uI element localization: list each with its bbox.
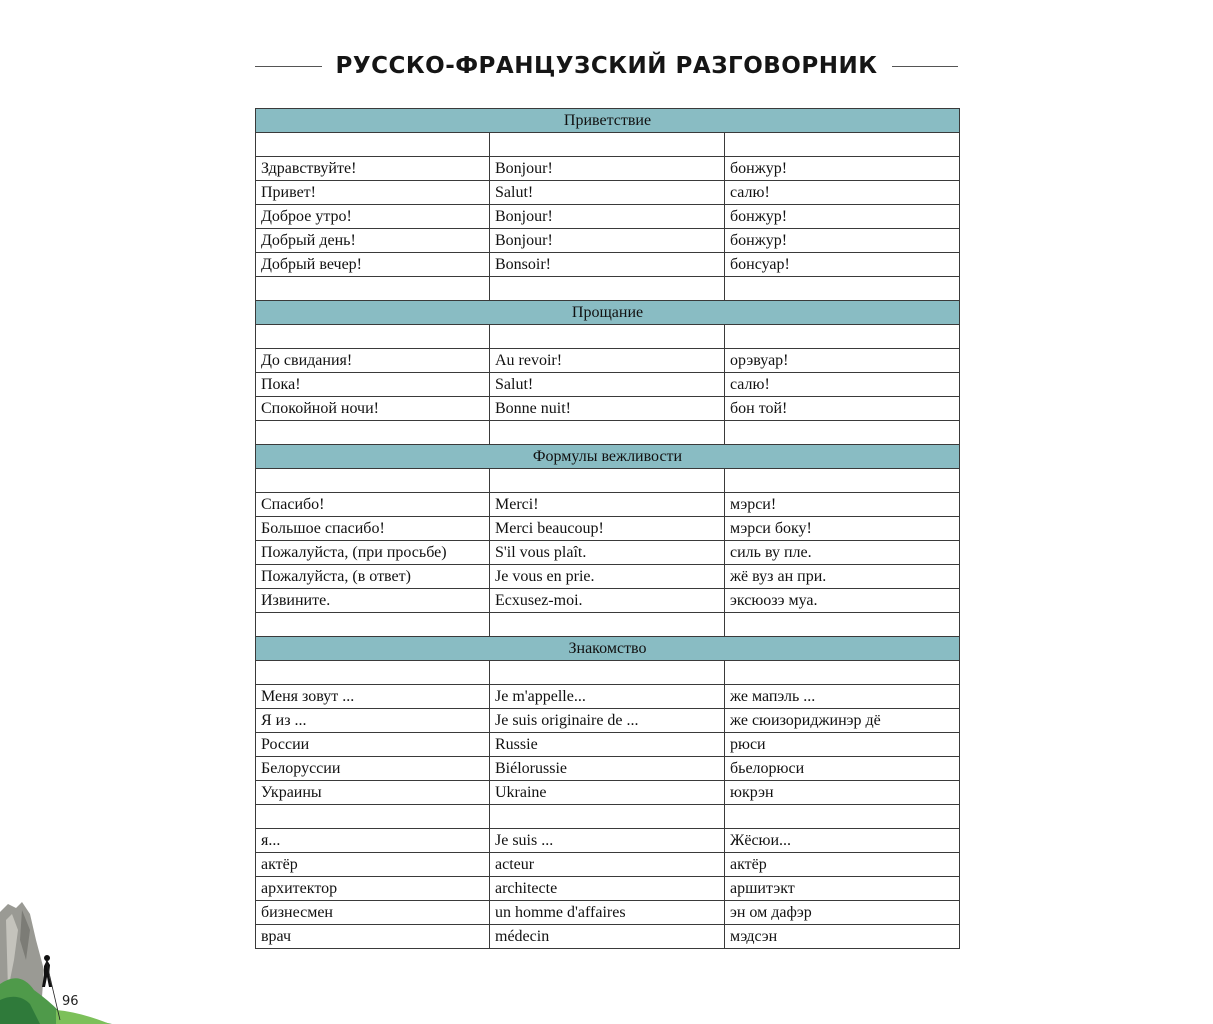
transcription-cell — [725, 469, 960, 493]
russian-cell: До свидания! — [256, 349, 490, 373]
table-row — [256, 277, 960, 301]
transcription-cell: жё вуз ан при. — [725, 565, 960, 589]
russian-cell: Пожалуйста, (при просьбе) — [256, 541, 490, 565]
french-cell: un homme d'affaires — [490, 901, 725, 925]
climber-mountain-illustration — [0, 900, 120, 1024]
transcription-cell: юкрэн — [725, 781, 960, 805]
french-cell: Merci! — [490, 493, 725, 517]
table-row — [256, 253, 960, 277]
table-row — [256, 685, 960, 709]
transcription-cell: бонжур! — [725, 157, 960, 181]
page-number: 96 — [62, 994, 79, 1009]
french-cell: architecte — [490, 877, 725, 901]
table-row — [256, 781, 960, 805]
table-row — [256, 853, 960, 877]
russian-cell — [256, 613, 490, 637]
transcription-cell: актёр — [725, 853, 960, 877]
russian-cell — [256, 325, 490, 349]
section-title: Приветствие — [256, 109, 960, 133]
phrasebook-table — [255, 108, 960, 949]
transcription-cell: бонжур! — [725, 229, 960, 253]
russian-cell: Спасибо! — [256, 493, 490, 517]
section-header-row — [256, 445, 960, 469]
section-title: Прощание — [256, 301, 960, 325]
french-cell — [490, 469, 725, 493]
section-header-row — [256, 109, 960, 133]
french-cell: Bonne nuit! — [490, 397, 725, 421]
french-cell: Je suis originaire de ... — [490, 709, 725, 733]
russian-cell: Доброе утро! — [256, 205, 490, 229]
french-cell: Ukraine — [490, 781, 725, 805]
transcription-cell: силь ву пле. — [725, 541, 960, 565]
russian-cell: врач — [256, 925, 490, 949]
russian-cell — [256, 805, 490, 829]
russian-cell: Привет! — [256, 181, 490, 205]
transcription-cell — [725, 133, 960, 157]
russian-cell: Я из ... — [256, 709, 490, 733]
table-row — [256, 469, 960, 493]
transcription-cell: рюси — [725, 733, 960, 757]
russian-cell: Добрый вечер! — [256, 253, 490, 277]
russian-cell: архитектор — [256, 877, 490, 901]
table-row — [256, 205, 960, 229]
russian-cell: Здравствуйте! — [256, 157, 490, 181]
table-row — [256, 613, 960, 637]
table-row — [256, 397, 960, 421]
table-row — [256, 661, 960, 685]
section-title: Знакомство — [256, 637, 960, 661]
french-cell: Je vous en prie. — [490, 565, 725, 589]
table-row — [256, 133, 960, 157]
french-cell: médecin — [490, 925, 725, 949]
transcription-cell: бонжур! — [725, 205, 960, 229]
transcription-cell: салю! — [725, 181, 960, 205]
table-row — [256, 349, 960, 373]
transcription-cell — [725, 325, 960, 349]
french-cell: Bonjour! — [490, 157, 725, 181]
transcription-cell: Жёсюи... — [725, 829, 960, 853]
transcription-cell: мэрси! — [725, 493, 960, 517]
russian-cell: России — [256, 733, 490, 757]
french-cell: Je suis ... — [490, 829, 725, 853]
transcription-cell: эн ом дафэр — [725, 901, 960, 925]
russian-cell: Извините. — [256, 589, 490, 613]
transcription-cell — [725, 661, 960, 685]
russian-cell: Украины — [256, 781, 490, 805]
french-cell: Au revoir! — [490, 349, 725, 373]
french-cell: Je m'appelle... — [490, 685, 725, 709]
transcription-cell — [725, 277, 960, 301]
russian-cell: бизнесмен — [256, 901, 490, 925]
transcription-cell: же сюизориджинэр дё — [725, 709, 960, 733]
french-cell: Biélorussie — [490, 757, 725, 781]
page-header — [255, 47, 958, 85]
transcription-cell: бонсуар! — [725, 253, 960, 277]
french-cell: Bonjour! — [490, 205, 725, 229]
table-row — [256, 829, 960, 853]
french-cell: acteur — [490, 853, 725, 877]
french-cell: S'il vous plaît. — [490, 541, 725, 565]
russian-cell: Меня зовут ... — [256, 685, 490, 709]
table-row — [256, 517, 960, 541]
russian-cell — [256, 661, 490, 685]
transcription-cell: бон той! — [725, 397, 960, 421]
table-row — [256, 325, 960, 349]
french-cell: Salut! — [490, 373, 725, 397]
table-row — [256, 373, 960, 397]
french-cell — [490, 613, 725, 637]
russian-cell: я... — [256, 829, 490, 853]
french-cell — [490, 325, 725, 349]
table-row — [256, 421, 960, 445]
table-row — [256, 901, 960, 925]
russian-cell — [256, 469, 490, 493]
russian-cell: Белоруссии — [256, 757, 490, 781]
table-row — [256, 493, 960, 517]
table-row — [256, 877, 960, 901]
section-title: Формулы вежливости — [256, 445, 960, 469]
section-header-row — [256, 637, 960, 661]
transcription-cell: же мапэль ... — [725, 685, 960, 709]
russian-cell: актёр — [256, 853, 490, 877]
french-cell: Merci beaucoup! — [490, 517, 725, 541]
transcription-cell: эксюозэ муа. — [725, 589, 960, 613]
french-cell: Russie — [490, 733, 725, 757]
table-row — [256, 157, 960, 181]
russian-cell: Спокойной ночи! — [256, 397, 490, 421]
russian-cell: Пока! — [256, 373, 490, 397]
russian-cell: Добрый день! — [256, 229, 490, 253]
french-cell — [490, 133, 725, 157]
french-cell: Bonjour! — [490, 229, 725, 253]
transcription-cell: салю! — [725, 373, 960, 397]
russian-cell — [256, 277, 490, 301]
french-cell — [490, 661, 725, 685]
table-row — [256, 541, 960, 565]
french-cell: Ecxusez-moi. — [490, 589, 725, 613]
transcription-cell: аршитэкт — [725, 877, 960, 901]
table-row — [256, 229, 960, 253]
table-row — [256, 733, 960, 757]
transcription-cell — [725, 421, 960, 445]
transcription-cell — [725, 805, 960, 829]
french-cell — [490, 805, 725, 829]
transcription-cell: орэвуар! — [725, 349, 960, 373]
french-cell: Salut! — [490, 181, 725, 205]
russian-cell: Пожалуйста, (в ответ) — [256, 565, 490, 589]
transcription-cell: мэдсэн — [725, 925, 960, 949]
table-row — [256, 709, 960, 733]
header-rule-left — [255, 66, 322, 67]
table-row — [256, 757, 960, 781]
table-row — [256, 589, 960, 613]
french-cell — [490, 277, 725, 301]
table-row — [256, 565, 960, 589]
french-cell — [490, 421, 725, 445]
russian-cell: Большое спасибо! — [256, 517, 490, 541]
header-rule-right — [892, 66, 959, 67]
section-header-row — [256, 301, 960, 325]
transcription-cell — [725, 613, 960, 637]
table-row — [256, 925, 960, 949]
french-cell: Bonsoir! — [490, 253, 725, 277]
transcription-cell: бьелорюси — [725, 757, 960, 781]
table-row — [256, 181, 960, 205]
page-title: РУССКО-ФРАНЦУЗСКИЙ РАЗГОВОРНИК — [335, 53, 878, 79]
russian-cell — [256, 421, 490, 445]
russian-cell — [256, 133, 490, 157]
table-row — [256, 805, 960, 829]
transcription-cell: мэрси боку! — [725, 517, 960, 541]
